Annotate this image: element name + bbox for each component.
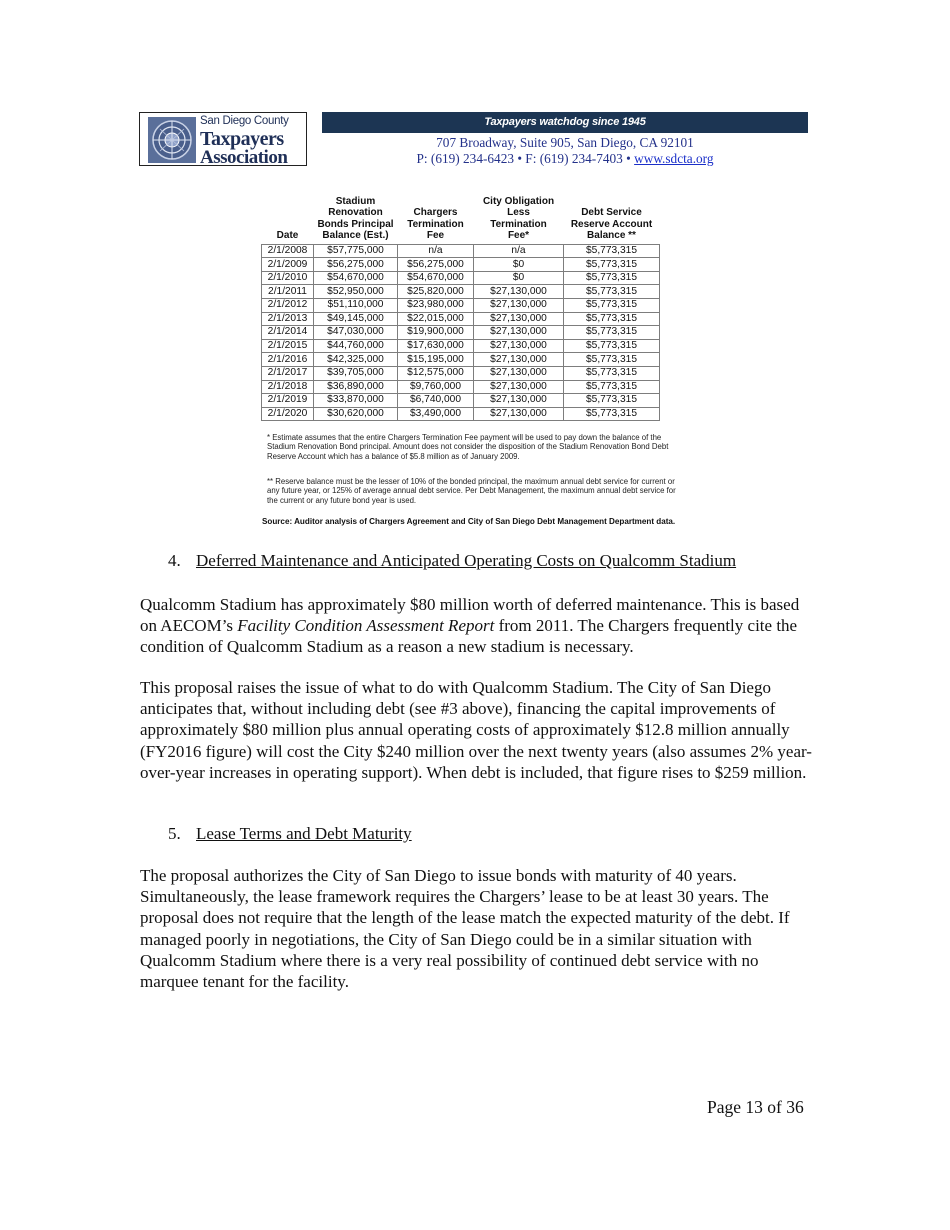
cell-reserve-balance: $5,773,315 (564, 271, 660, 285)
header-line: Balance (Est.) (322, 230, 389, 242)
logo-line-county: San Diego County (200, 115, 289, 127)
cell-date: 2/1/2009 (262, 258, 314, 272)
page-number: Page 13 of 36 (707, 1097, 804, 1117)
header-line: Reserve Account (570, 218, 653, 230)
table-body (262, 244, 660, 421)
cell-city-obligation: $27,130,000 (474, 299, 564, 313)
cell-bonds-principal: $52,950,000 (314, 285, 398, 299)
cell-bonds-principal: $49,145,000 (314, 312, 398, 326)
table-row (262, 271, 660, 285)
header-termination-fee (398, 196, 474, 244)
header-reserve-balance (564, 196, 660, 244)
cell-termination-fee: $9,760,000 (398, 380, 474, 394)
paragraph-text: Qualcomm Stadium has approximately $80 million worth of deferred maintenance. This is based on AECOM’s (140, 595, 800, 636)
cell-reserve-balance: $5,773,315 (564, 285, 660, 299)
cell-reserve-balance: $5,773,315 (564, 339, 660, 353)
cell-bonds-principal: $36,890,000 (314, 380, 398, 394)
cell-reserve-balance: $5,773,315 (564, 326, 660, 340)
header-line: Termination (490, 218, 547, 230)
cell-termination-fee: $6,740,000 (398, 394, 474, 408)
table-header-row (262, 196, 660, 244)
table-row (262, 299, 660, 313)
section-title: Lease Terms and Debt Maturity (196, 824, 412, 843)
header-line: Chargers (413, 207, 458, 219)
header-date (262, 196, 314, 244)
seal-icon (148, 117, 196, 163)
website-link[interactable]: www.sdcta.org (634, 150, 714, 166)
cell-city-obligation: $27,130,000 (474, 380, 564, 394)
header-bonds-principal (314, 196, 398, 244)
cell-date: 2/1/2015 (262, 339, 314, 353)
organization-logo (139, 112, 307, 166)
cell-termination-fee: $54,670,000 (398, 271, 474, 285)
cell-date: 2/1/2018 (262, 380, 314, 394)
table-source: Source: Auditor analysis of Chargers Agreement and City of San Diego Debt Management Department data. (262, 517, 676, 526)
cell-termination-fee: $17,630,000 (398, 339, 474, 353)
paragraph-text: from 2011. The Chargers frequently cite the condition of Qualcomm Stadium as a reason a new stadium is necessary. (140, 616, 798, 657)
table-row (262, 326, 660, 340)
cell-reserve-balance: $5,773,315 (564, 407, 660, 421)
cell-reserve-balance: $5,773,315 (564, 353, 660, 367)
header-line: Stadium (335, 196, 376, 207)
table-row (262, 380, 660, 394)
header-line: Date (276, 230, 299, 242)
footnote-termination-fee: * Estimate assumes that the entire Chargers Termination Fee payment will be used to pay down the balance of the Stadium Renovation Bond principal. Amount does not consider the disposition of the Stadium Renovation Bond Debt Reserve Account which has a balance of $5.8 million as of January 2009. (267, 433, 669, 461)
cell-date: 2/1/2010 (262, 271, 314, 285)
cell-bonds-principal: $30,620,000 (314, 407, 398, 421)
table-row (262, 407, 660, 421)
cell-termination-fee: $15,195,000 (398, 353, 474, 367)
stadium-bonds-table-wrapper (261, 196, 681, 421)
header-line: Balance ** (587, 230, 636, 242)
cell-termination-fee: $19,900,000 (398, 326, 474, 340)
cell-date: 2/1/2014 (262, 326, 314, 340)
cell-termination-fee: n/a (398, 244, 474, 258)
section-number: 4. (168, 551, 181, 570)
cell-bonds-principal: $47,030,000 (314, 326, 398, 340)
cell-city-obligation: $27,130,000 (474, 366, 564, 380)
cell-city-obligation: $27,130,000 (474, 394, 564, 408)
cell-city-obligation: $27,130,000 (474, 285, 564, 299)
cell-termination-fee: $22,015,000 (398, 312, 474, 326)
cell-date: 2/1/2019 (262, 394, 314, 408)
cell-city-obligation: $27,130,000 (474, 312, 564, 326)
stadium-bonds-table (261, 196, 660, 421)
section-4-heading (168, 551, 736, 571)
table-row (262, 394, 660, 408)
section-5-heading (168, 824, 412, 844)
header-line: Bonds Principal (317, 218, 394, 230)
section-title: Deferred Maintenance and Anticipated Operating Costs on Qualcomm Stadium (196, 551, 737, 570)
cell-reserve-balance: $5,773,315 (564, 258, 660, 272)
cell-city-obligation: $0 (474, 271, 564, 285)
section-5-paragraph: The proposal authorizes the City of San Diego to issue bonds with maturity of 40 years. Simultaneously, the lease framework requires the Chargers’ lease to be at least 30 years. The proposal does not require that the length of the lease match the expected maturity of the debt. If managed poorly in negotiations, the City of San Diego could be in a similar situation with Qualcomm Stadium where there is a very real possibility of continued debt service with no marquee tenant for the facility. (140, 866, 790, 992)
cell-reserve-balance: $5,773,315 (564, 244, 660, 258)
cell-city-obligation: n/a (474, 244, 564, 258)
header-city-obligation (474, 196, 564, 244)
cell-termination-fee: $56,275,000 (398, 258, 474, 272)
cell-bonds-principal: $56,275,000 (314, 258, 398, 272)
cell-date: 2/1/2016 (262, 353, 314, 367)
table-row (262, 244, 660, 258)
street-address: 707 Broadway, Suite 905, San Diego, CA 92101 (436, 135, 694, 150)
cell-bonds-principal: $33,870,000 (314, 394, 398, 408)
cell-city-obligation: $27,130,000 (474, 353, 564, 367)
phone-fax-line (322, 151, 808, 167)
cell-reserve-balance: $5,773,315 (564, 299, 660, 313)
cell-termination-fee: $3,490,000 (398, 407, 474, 421)
cell-city-obligation: $0 (474, 258, 564, 272)
cell-date: 2/1/2013 (262, 312, 314, 326)
cell-termination-fee: $23,980,000 (398, 299, 474, 313)
table-row (262, 353, 660, 367)
header-line: Less (507, 207, 530, 219)
logo-wordmark (200, 116, 304, 167)
cell-reserve-balance: $5,773,315 (564, 394, 660, 408)
footnote-reserve-balance: ** Reserve balance must be the lesser of 10% of the bonded principal, the maximum annual debt service for current or any future year, or 125% of average annual debt service. Per Debt Management, the maximum annual debt service for the current or any future bond year is used. (267, 477, 676, 505)
cell-date: 2/1/2020 (262, 407, 314, 421)
table-row (262, 339, 660, 353)
table-row (262, 258, 660, 272)
cell-bonds-principal: $51,110,000 (314, 299, 398, 313)
cell-termination-fee: $12,575,000 (398, 366, 474, 380)
cell-date: 2/1/2011 (262, 285, 314, 299)
logo-line-taxpayers: Taxpayers (200, 127, 284, 150)
table-row (262, 366, 660, 380)
cell-city-obligation: $27,130,000 (474, 407, 564, 421)
cell-bonds-principal: $54,670,000 (314, 271, 398, 285)
section-4-paragraph-1 (140, 594, 820, 658)
cell-bonds-principal: $57,775,000 (314, 244, 398, 258)
tagline-banner: Taxpayers watchdog since 1945 (322, 112, 808, 133)
cell-city-obligation: $27,130,000 (474, 326, 564, 340)
logo-line-association: Association (200, 146, 288, 168)
header-line: Renovation (328, 207, 383, 219)
cell-date: 2/1/2017 (262, 366, 314, 380)
cell-city-obligation: $27,130,000 (474, 339, 564, 353)
cell-reserve-balance: $5,773,315 (564, 366, 660, 380)
cell-bonds-principal: $44,760,000 (314, 339, 398, 353)
table-row (262, 285, 660, 299)
section-number: 5. (168, 824, 181, 843)
report-title: Facility Condition Assessment Report (237, 616, 495, 636)
cell-bonds-principal: $39,705,000 (314, 366, 398, 380)
cell-date: 2/1/2008 (262, 244, 314, 258)
header-line: City Obligation (482, 196, 555, 207)
section-4-paragraph-2: This proposal raises the issue of what to do with Qualcomm Stadium. The City of San Diego anticipates that, without including debt (see #3 above), financing the capital improvements of approximately $80 million plus annual operating costs of approximately $12.8 million annually (FY2016 figure) will cost the City $240 million over the next twenty years (also assumes 2% year-over-year increases in operating support). When debt is included, that figure rises to $259 million. (140, 678, 812, 782)
header-line: Fee* (507, 230, 530, 242)
cell-bonds-principal: $42,325,000 (314, 353, 398, 367)
cell-date: 2/1/2012 (262, 299, 314, 313)
cell-reserve-balance: $5,773,315 (564, 312, 660, 326)
contact-block (322, 135, 808, 166)
header-line: Debt Service (581, 207, 642, 219)
header-line: Fee (426, 230, 445, 242)
table-row (262, 312, 660, 326)
header-line: Termination (407, 218, 464, 230)
phone-fax: P: (619) 234-6423 • F: (619) 234-7403 • (416, 150, 635, 166)
cell-termination-fee: $25,820,000 (398, 285, 474, 299)
cell-reserve-balance: $5,773,315 (564, 380, 660, 394)
